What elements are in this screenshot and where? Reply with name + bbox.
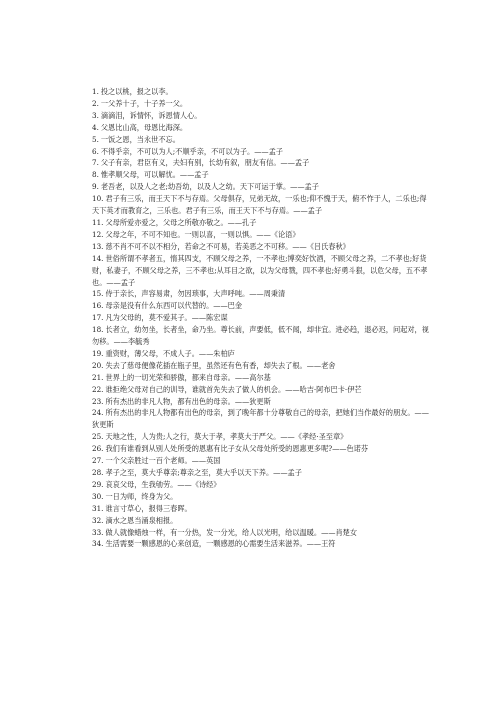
quote-number: 15. — [92, 289, 104, 299]
quote-text: 所有杰出的非凡人物，都有出色的母亲。——狄更斯 — [105, 396, 271, 406]
quote-item — [92, 98, 432, 110]
quote-item — [92, 169, 432, 181]
quote-number: 24. — [92, 408, 104, 418]
quote-item — [92, 467, 432, 479]
quote-text: 父子有亲，君臣有义，夫妇有别，长幼有叙，朋友有信。——孟子 — [100, 158, 310, 168]
quote-text: 滴水之恩当涌泉相报。 — [105, 515, 178, 525]
quote-number: 11. — [92, 217, 104, 227]
quote-text: 母亲是没有什么东西可以代替的。——巴金 — [105, 301, 243, 311]
quote-text: 哀哀父母，生我劬劳。——《诗经》 — [105, 479, 221, 489]
quote-item — [92, 288, 432, 300]
quote-text: 老吾老，以及人之老;幼吾幼，以及人之幼。天下可运于掌。——孟子 — [100, 182, 319, 192]
quote-item — [92, 86, 432, 98]
quote-text: 惟孝顺父母，可以解忧。——孟子 — [100, 170, 209, 180]
quote-item — [92, 122, 432, 134]
quote-item — [92, 360, 432, 372]
quote-number: 9. — [92, 182, 99, 192]
quote-item — [92, 372, 432, 384]
quote-number: 6. — [92, 146, 99, 156]
quote-number: 19. — [92, 348, 104, 358]
quote-item — [92, 157, 432, 169]
quote-text: 世界上的一切光荣和骄傲，都来自母亲。——高尔基 — [105, 372, 271, 382]
quote-number: 12. — [92, 229, 104, 239]
quote-text: 天地之性，人为贵;人之行，莫大于孝，孝莫大于严父。——《孝经·圣至章》 — [105, 432, 348, 442]
quote-item — [92, 217, 432, 229]
quote-item — [92, 312, 432, 324]
quote-number: 16. — [92, 301, 104, 311]
quote-text: 慈不肖不可不以不相分，若命之不可易，若美恶之不可移。——《吕氏春秋》 — [105, 241, 350, 251]
quote-number: 32. — [92, 515, 104, 525]
quote-number: 28. — [92, 468, 104, 477]
quote-item — [92, 384, 432, 396]
quote-item — [92, 491, 432, 503]
quote-number: 18. — [92, 325, 104, 335]
quote-item — [92, 431, 432, 443]
quote-text: 投之以桃，报之以李。 — [100, 87, 173, 96]
quote-item — [92, 134, 432, 146]
quote-item — [92, 348, 432, 360]
quote-number: 17. — [92, 313, 104, 323]
quote-text: 一饭之恩，当永世不忘。 — [100, 134, 180, 144]
quote-text: 凡为父母的，莫不爱其子。——陈宏谋 — [105, 313, 228, 323]
quote-number: 29. — [92, 479, 104, 489]
quote-text: 生活需要一颗感恩的心来创造，一颗感恩的心需要生活来滋养。——王符 — [105, 539, 336, 549]
quote-number: 10. — [92, 194, 104, 204]
quote-number: 5. — [92, 134, 99, 144]
quote-text: 一个父亲胜过一百个老师。——英国 — [105, 456, 221, 466]
quote-number: 25. — [92, 432, 104, 442]
quote-text: 失去了慈母便像花插在瓶子里，虽然还有色有香，却失去了根。——老舍 — [105, 360, 336, 370]
quote-item — [92, 538, 432, 550]
quote-text: 我们有谁看到从别人处所受的恩惠有比子女从父母处所受的恩惠更多呢?——色诺芬 — [105, 444, 369, 454]
quote-number: 31. — [92, 503, 104, 513]
quote-number: 26. — [92, 444, 104, 454]
quote-item — [92, 241, 432, 253]
quote-text: 世俗所谓不孝者五，惰其四支，不顾父母之养，一不孝也;博奕好饮酒，不顾父母之养，二不孝也;好货财，私妻子，不顾父母之养，三不孝也;从耳目之欲，以为父母戮，四不孝也;好勇斗狠，以危父母，五不孝也。——孟子 — [92, 253, 428, 287]
quote-item — [92, 479, 432, 491]
quote-number: 13. — [92, 241, 104, 251]
quote-number: 20. — [92, 360, 104, 370]
quote-number: 2. — [92, 98, 99, 108]
quote-text: 孝子之至，莫大乎尊亲;尊亲之至，莫大乎以天下养。——孟子 — [105, 468, 302, 477]
quote-text: 父母所爱亦爱之，父母之所敬亦敬之。——孔子 — [105, 217, 257, 227]
quote-text: 谁言寸草心，报得三春晖。 — [105, 503, 192, 513]
quote-number: 33. — [92, 527, 104, 537]
quote-number: 34. — [92, 539, 104, 549]
quote-number: 30. — [92, 491, 104, 501]
quote-number: 21. — [92, 372, 104, 382]
quote-text: 重资财，薄父母，不成人子。——朱柏庐 — [105, 348, 235, 358]
quote-item — [92, 229, 432, 241]
quote-item — [92, 407, 432, 431]
quote-item — [92, 193, 432, 217]
quote-number: 3. — [92, 110, 99, 120]
quote-text: 父母之年，不可不知也。一则以喜，一则以惧。——《论语》 — [105, 229, 300, 239]
quote-text: 谁拒绝父母对自己的训导，谁就首先失去了做人的机会。——哈吉·阿布巴卡·伊芒 — [105, 384, 362, 394]
quote-text: 不得乎亲，不可以为人;不顺乎亲，不可以为子。——孟子 — [100, 146, 283, 156]
quote-item — [92, 515, 432, 527]
quote-text: 君子有三乐，而王天下不与存焉。父母俱存，兄弟无故，一乐也;仰不愧于天，俯不怍于人，二乐也;得天下英才而教育之，三乐也。君子有三乐，而王天下不与存焉。——孟子 — [92, 194, 427, 216]
quote-number: 1. — [92, 87, 99, 96]
quote-item — [92, 181, 432, 193]
quote-number: 23. — [92, 396, 104, 406]
quote-text: 侍于亲长，声容易肃，勿因琐事，大声呼吨。——周秉清 — [105, 289, 286, 299]
quote-text: 长者立，幼勿坐，长者坐，命乃坐。尊长前，声要低，低不闻，却非宜。进必趋，退必迟，问起对，视勿移。——李毓秀 — [92, 325, 429, 347]
quote-number: 8. — [92, 170, 99, 180]
quote-item — [92, 146, 432, 158]
quote-text: 所有杰出的非凡人物都有出色的母亲，到了晚年都十分尊敬自己的母亲，把她们当作最好的朋友。——狄更斯 — [92, 408, 429, 430]
quote-item — [92, 324, 432, 348]
quote-number: 14. — [92, 253, 104, 263]
quote-text: 父恩比山高，母恩比海深。 — [100, 122, 188, 132]
quote-item — [92, 300, 432, 312]
quote-text: 一日为师，终身为父。 — [105, 491, 178, 501]
quote-text: 做人就像蜡烛一样，有一分热，发一分光，给人以光明，给以温暖。——肖楚女 — [105, 527, 358, 537]
quote-item — [92, 110, 432, 122]
quote-item — [92, 455, 432, 467]
quote-number: 4. — [92, 122, 99, 132]
quote-item — [92, 527, 432, 539]
quote-item — [92, 443, 432, 455]
quote-number: 7. — [92, 158, 99, 168]
quote-text: 一父养十子，十子养一父。 — [100, 98, 188, 108]
quote-item — [92, 253, 432, 289]
quote-item — [92, 503, 432, 515]
quote-number: 27. — [92, 456, 104, 466]
quote-list — [92, 86, 432, 550]
quote-text: 滴滴泪，诉情怀，诉恩情人心。 — [100, 110, 202, 120]
quote-number: 22. — [92, 384, 104, 394]
quote-item — [92, 396, 432, 408]
